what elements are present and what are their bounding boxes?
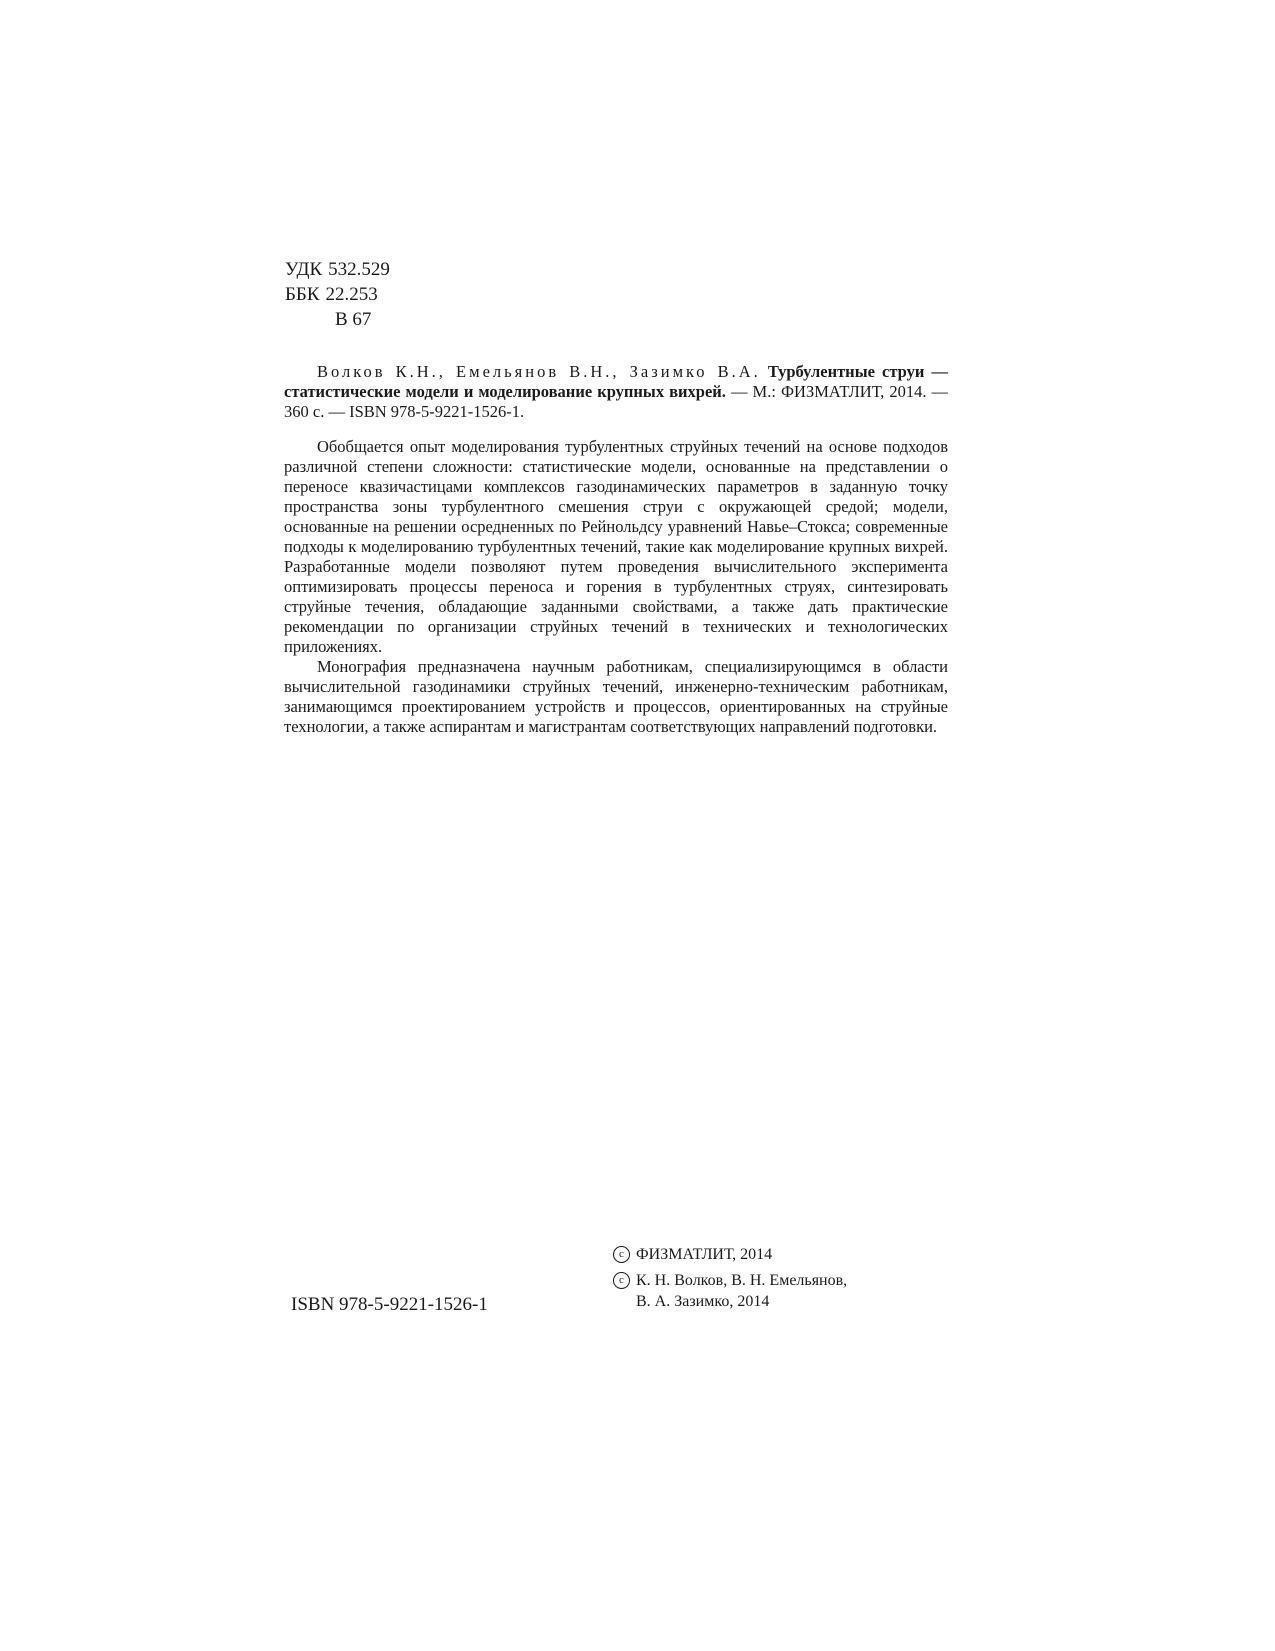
copyright-authors [613, 1270, 847, 1312]
bibliographic-paragraph [284, 362, 948, 422]
abstract [284, 437, 948, 737]
abstract-paragraph-1: Обобщается опыт моделирования турбулентных струйных течений на основе подходов различной степени сложности: статистические модели, основанные на представлении о переносе квазичастицами комплексов газодинамических параметров в заданную точку пространства зоны турбулентного смешения струи с окружающей средой; модели, основанные на решении осредненных по Рейнольдсу уравнений Навье–Стокса; современные подходы к моделированию турбулентных течений, такие как моделирование крупных вихрей. Разработанные модели позволяют путем проведения вычислительного эксперимента оптимизировать процессы переноса и горения в турбулентных струях, синтезировать струйные течения, обладающие заданными свойствами, а также дать практические рекомендации по организации струйных течений в технических и технологических приложениях. [284, 437, 948, 656]
authors: Волков К.Н., Емельянов В.Н., Зазимко В.А. [317, 362, 761, 381]
copyright-authors-line-1: К. Н. Волков, В. Н. Емельянов, [636, 1272, 848, 1289]
udk-row [285, 257, 390, 282]
udk-label: УДК [285, 259, 323, 280]
copyright-authors-line-2: В. А. Зазимко, 2014 [636, 1293, 770, 1310]
book-title: Турбулентные струи — статистические модели и моделирование крупных вихрей. [284, 362, 949, 401]
copyright-publisher-text: ФИЗМАТЛИТ, 2014 [636, 1246, 773, 1263]
classification-block [285, 257, 390, 332]
imprint: — М.: ФИЗМАТЛИТ, 2014. — 360 с. — ISBN 978-5-9221-1526-1. [284, 382, 949, 421]
abstract-paragraph-2: Монография предназначена научным работникам, специализирующимся в области вычислительной газодинамики струйных течений, инженерно-техническим работникам, занимающимся проектированием устройств и процессов, ориентированных на струйные технологии, а также аспирантам и магистрантам соответствующих направлений подготовки. [284, 657, 948, 736]
isbn: ISBN 978-5-9221-1526-1 [291, 1294, 488, 1315]
copyright-publisher [613, 1244, 847, 1265]
bbk-label: ББК [285, 284, 320, 305]
bibliographic-record [284, 362, 948, 422]
copyright-icon: c [613, 1272, 630, 1289]
udk-code: 532.529 [328, 259, 390, 280]
bbk-row [285, 282, 390, 307]
copyright-block [613, 1244, 847, 1312]
copyright-icon: c [613, 1246, 630, 1263]
bbk-code: 22.253 [325, 284, 378, 305]
author-mark: В 67 [335, 309, 372, 330]
